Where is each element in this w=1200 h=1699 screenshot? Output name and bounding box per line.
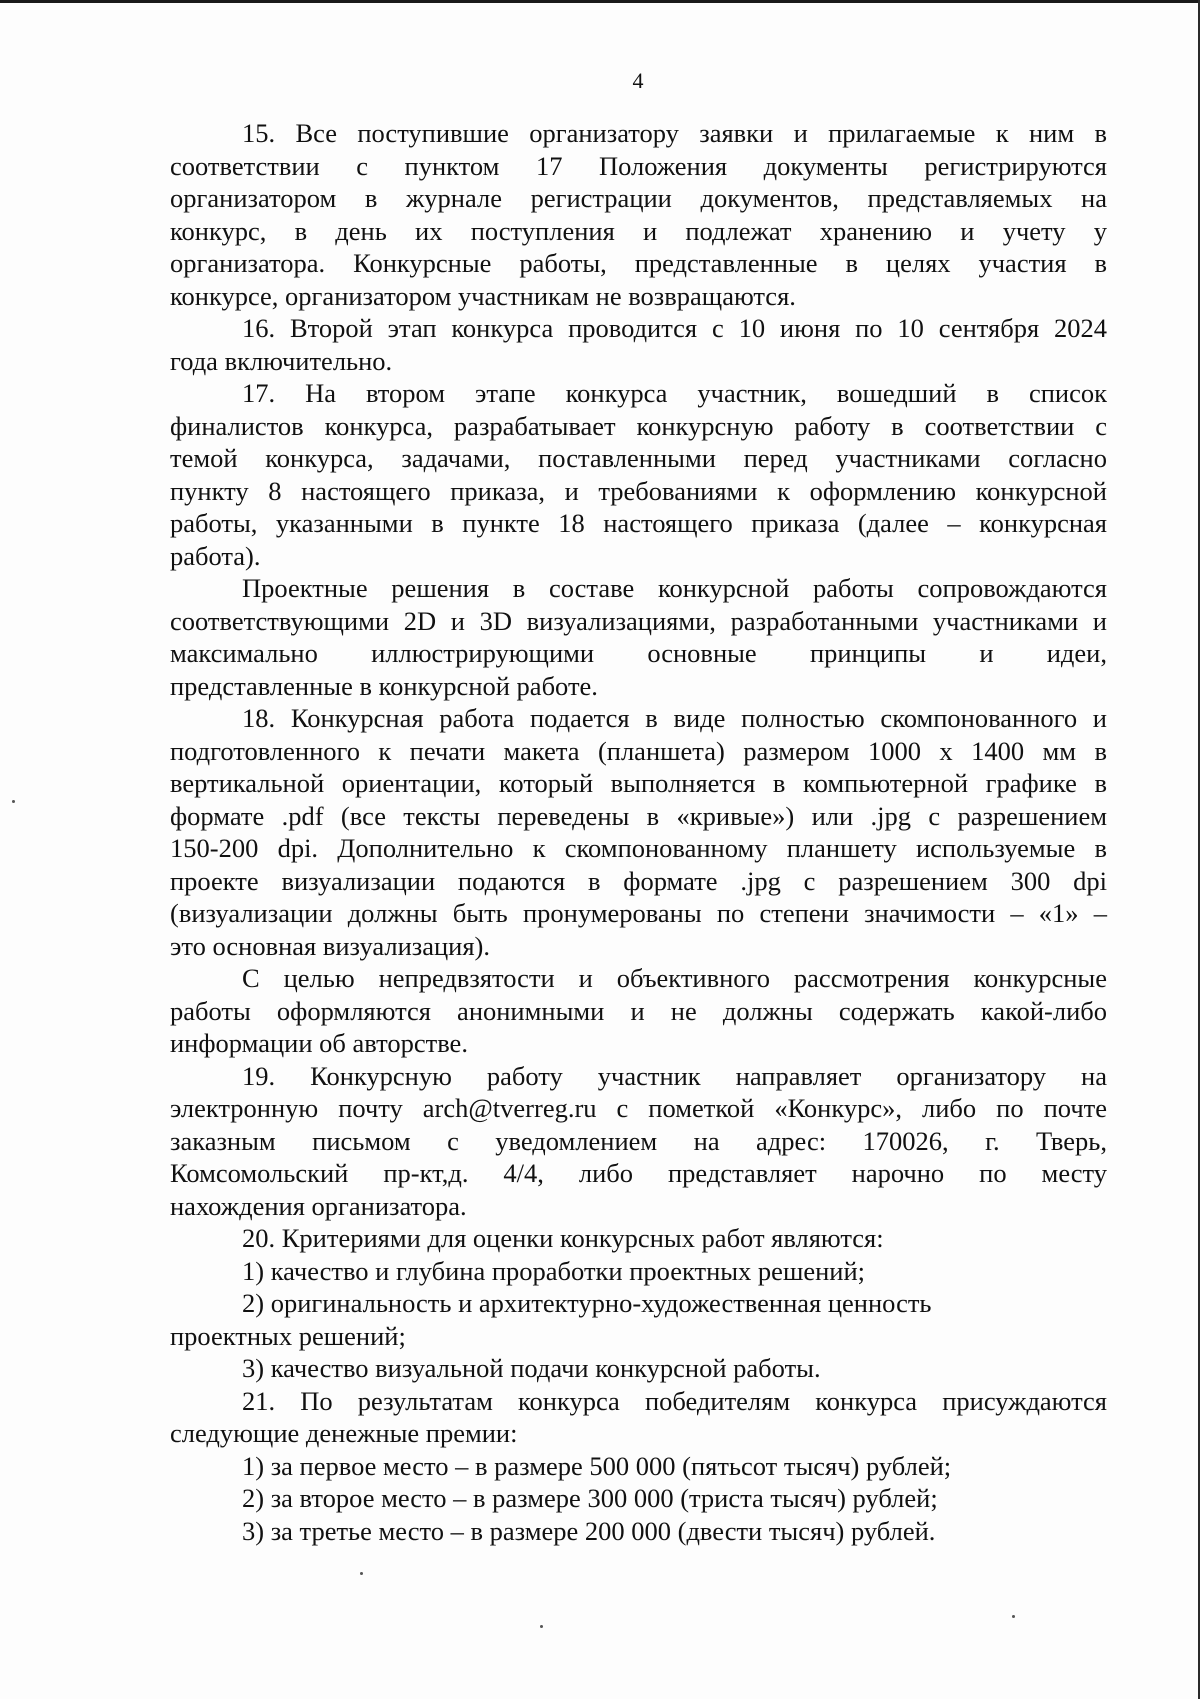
text-line: 2) оригинальность и архитектурно-художественная ценность	[242, 1288, 932, 1318]
text-line: 2) за второе место – в размере 300 000 (триста тысяч) рублей;	[242, 1483, 938, 1513]
document-body	[170, 117, 1107, 1547]
text-line: 21. По результатам конкурса победителям конкурса присуждаются	[242, 1385, 1107, 1416]
text-line: года включительно.	[170, 345, 393, 376]
text-line: 20. Критериями для оценки конкурсных работ являются:	[242, 1223, 884, 1253]
text-line: 15. Все поступившие организатору заявки и прилагаемые к ним в	[242, 118, 1107, 148]
text-line: вертикальной ориентации, который выполняется в компьютерной графике в	[170, 768, 1107, 798]
text-line: подготовленного к печати макета (планшета) размером 1000 х 1400 мм в	[170, 735, 1107, 766]
text-line: Проектные решения в составе конкурсной работы сопровождаются	[242, 573, 1107, 603]
text-line: соответствующими 2D и 3D визуализациями, разработанными участниками и	[170, 605, 1107, 636]
page-number: 4	[632, 68, 644, 93]
text-line: организатора. Конкурсные работы, представленные в целях участия в	[170, 248, 1107, 278]
scan-speck	[540, 1625, 543, 1628]
text-line: представленные в конкурсной работе.	[170, 670, 598, 701]
text-line: проекте визуализации подаются в формате .jpg с разрешением 300 dpi	[170, 865, 1107, 896]
text-line: темой конкурса, задачами, поставленными перед участниками согласно	[170, 443, 1107, 473]
text-line: соответствии с пунктом 17 Положения документы регистрируются	[170, 150, 1107, 181]
text-line: формате .pdf (все тексты переведены в «кривые») или .jpg с разрешением	[170, 800, 1107, 831]
text-line: 16. Второй этап конкурса проводится с 10 июня по 10 сентября 2024	[242, 313, 1107, 343]
text-line: работы, указанными в пункте 18 настоящего приказа (далее – конкурсная	[170, 508, 1107, 538]
text-line: работы оформляются анонимными и не должны содержать какой-либо	[170, 995, 1107, 1026]
text-line: проектных решений;	[170, 1320, 406, 1351]
text-line: работа).	[170, 540, 261, 571]
text-line: информации об авторстве.	[170, 1028, 468, 1058]
scan-speck	[360, 1572, 363, 1575]
text-line: конкурс, в день их поступления и подлежат хранению и учету у	[170, 215, 1107, 246]
text-line: 150-200 dpi. Дополнительно к скомпонованному планшету используемые в	[170, 833, 1107, 863]
text-line: 18. Конкурсная работа подается в виде полностью скомпонованного и	[242, 703, 1107, 733]
text-line: следующие денежные премии:	[170, 1418, 518, 1448]
text-line: нахождения организатора.	[170, 1190, 467, 1221]
text-line: (визуализации должны быть пронумерованы по степени значимости – «1» –	[170, 898, 1107, 928]
text-line: С целью непредвзятости и объективного рассмотрения конкурсные	[242, 963, 1107, 993]
text-line: это основная визуализация).	[170, 930, 490, 961]
scan-speck	[12, 800, 15, 803]
text-line: пункту 8 настоящего приказа, и требованиями к оформлению конкурсной	[170, 475, 1107, 506]
scan-edge-top	[0, 0, 1200, 3]
text-line: финалистов конкурса, разрабатывает конкурсную работу в соответствии с	[170, 410, 1107, 441]
text-line: электронную почту arch@tverreg.ru с пометкой «Конкурс», либо по почте	[170, 1093, 1107, 1123]
text-line: 3) за третье место – в размере 200 000 (двести тысяч) рублей.	[242, 1515, 936, 1546]
text-line: 3) качество визуальной подачи конкурсной работы.	[242, 1353, 821, 1383]
text-line: организатором в журнале регистрации документов, представляемых на	[170, 183, 1107, 213]
text-line: максимально иллюстрирующими основные принципы и идеи,	[170, 638, 1107, 668]
text-line: 1) качество и глубина проработки проектных решений;	[242, 1255, 866, 1286]
text-line: Комсомольский пр-кт,д. 4/4, либо представляет нарочно по месту	[170, 1158, 1107, 1188]
text-line: 17. На втором этапе конкурса участник, вошедший в список	[242, 378, 1107, 408]
text-line: 1) за первое место – в размере 500 000 (пятьсот тысяч) рублей;	[242, 1450, 952, 1481]
scan-speck	[1012, 1615, 1015, 1618]
text-line: конкурсе, организатором участникам не возвращаются.	[170, 280, 796, 311]
text-line: заказным письмом с уведомлением на адрес: 170026, г. Тверь,	[170, 1125, 1107, 1156]
text-line: 19. Конкурсную работу участник направляет организатору на	[242, 1060, 1107, 1091]
